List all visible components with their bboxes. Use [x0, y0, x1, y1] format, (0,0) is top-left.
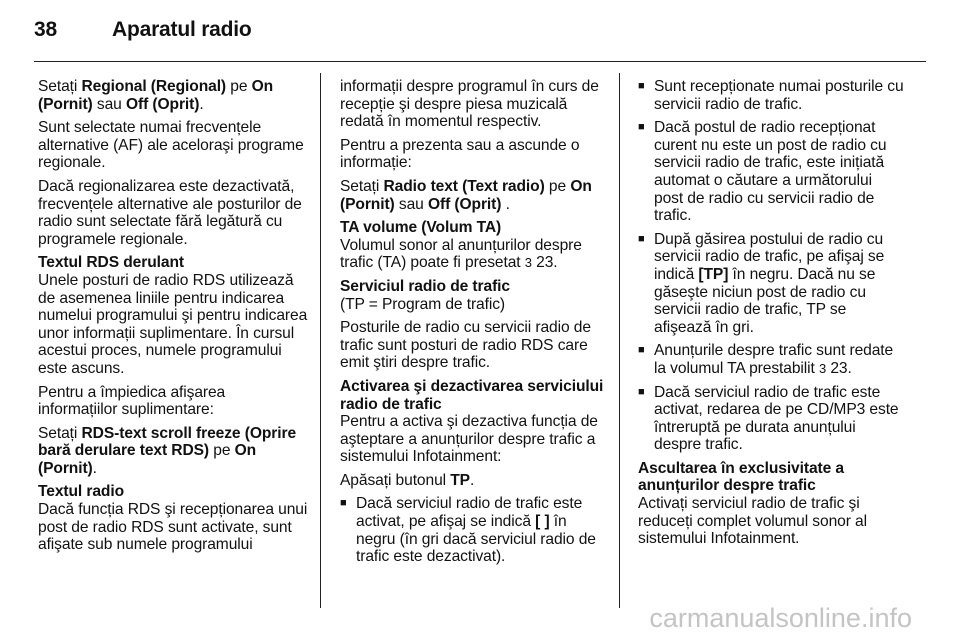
- section: [638, 460, 904, 548]
- paragraph: Pentru a împiedica afişarea informațiilor suplimentare:: [38, 383, 226, 419]
- list-item: [340, 495, 610, 565]
- paragraph: [38, 78, 308, 113]
- menu-term: Radio text (Text radio): [383, 177, 545, 195]
- text: pe: [544, 177, 571, 195]
- section-heading: Activarea şi dezactivarea serviciului radio de trafic: [340, 377, 604, 413]
- menu-term: Regional (Regional): [81, 78, 227, 95]
- text: Setați: [38, 78, 82, 95]
- page-ref-icon: 3: [524, 255, 532, 271]
- menu-term: Off (Oprit): [125, 95, 200, 113]
- text: pe: [226, 78, 252, 95]
- column-1: [38, 78, 308, 560]
- text: sau: [92, 95, 126, 113]
- menu-term: RDS-text scroll freeze (Oprire bară derulare text RDS): [38, 424, 297, 460]
- text: Apăsați butonul: [340, 471, 451, 489]
- text: Volumul sonor al anunțurilor despre trafic (TA) poate fi presetat: [340, 236, 582, 272]
- text: După găsirea postului de radio cu servicii radio de trafic, pe afişaj se indică: [654, 230, 885, 283]
- list-item: ■ Sunt recepționate numai posturile cu servicii radio de trafic.: [638, 78, 904, 113]
- text: în negru. Dacă nu se găseşte niciun post de radio cu servicii radio de trafic, TP se afişează în gri.: [654, 265, 876, 336]
- paragraph: [340, 178, 610, 213]
- page-header: [34, 18, 252, 42]
- display-term: [ ]: [535, 513, 550, 531]
- header-rule: [34, 61, 926, 62]
- paragraph: Pentru a activa şi dezactiva funcția de aşteptare a anunțurilor despre trafic a sistemului Infotainment:: [340, 413, 598, 466]
- section: [38, 254, 308, 377]
- paragraph: Unele posturi de radio RDS utilizează de asemenea liniile pentru indicarea numelui programului şi pentru indicarea unor informații suplimentare. În cursul acestui proces, numele programului este ascuns.: [38, 271, 308, 377]
- section: [340, 278, 610, 313]
- menu-term: Off (Oprit): [427, 195, 502, 213]
- section-heading: TA volume (Volum TA): [340, 219, 502, 237]
- paragraph: Pentru a prezenta sau a ascunde o informație:: [340, 136, 580, 172]
- text: .: [92, 459, 97, 477]
- menu-term: On (Pornit): [340, 177, 592, 213]
- page-ref: 23.: [531, 254, 558, 272]
- text: .: [469, 471, 475, 489]
- text: sau: [394, 195, 428, 213]
- menu-term: On (Pornit): [38, 442, 257, 477]
- column-divider: [619, 73, 620, 608]
- text: pe: [209, 442, 235, 460]
- menu-term: On (Pornit): [38, 78, 274, 113]
- paragraph: [340, 472, 610, 490]
- display-term: [TP]: [698, 265, 729, 283]
- watermark: carmanualsonline.info: [649, 603, 912, 633]
- section-heading: Ascultarea în exclusivitate a anunțurilor despre trafic: [638, 459, 844, 495]
- page-number: 38: [34, 18, 57, 41]
- paragraph: [38, 425, 308, 478]
- page-ref-icon: 3: [818, 360, 827, 376]
- paragraph: (TP = Program de trafic): [340, 295, 505, 313]
- text: .: [501, 195, 510, 213]
- text: Setați: [38, 424, 82, 442]
- column-3: [638, 78, 904, 554]
- list-item: ■ Dacă postul de radio recepționat curent nu este un post de radio cu servicii radio de trafic, este inițiată automat o căutare a următorului post de radio cu servicii radio de trafic.: [638, 119, 904, 225]
- list-item: [638, 231, 904, 337]
- page-title: Aparatul radio: [112, 18, 252, 41]
- page-ref: 23.: [826, 359, 852, 377]
- paragraph: [340, 237, 610, 272]
- paragraph: informații despre programul în curs de recepție şi despre piesa muzicală redată în momentul respectiv.: [340, 78, 599, 131]
- section-heading: Serviciul radio de trafic: [340, 277, 510, 295]
- text: în negru (în gri dacă serviciul radio de trafic este dezactivat).: [356, 513, 596, 566]
- paragraph: Sunt selectate numai frecvențele alternative (AF) ale aceloraşi programe regionale.: [38, 119, 304, 172]
- button-term: TP: [450, 471, 470, 489]
- paragraph: Activați serviciul radio de trafic şi reduceți complet volumul sonor al sistemului Infotainment.: [638, 495, 867, 548]
- section-heading: Textul RDS derulant: [38, 254, 184, 272]
- section: [340, 219, 610, 272]
- list-item: ■ Dacă serviciul radio de trafic este activat, redarea de pe CD/MP3 este întreruptă pe durata anunțului despre trafic.: [638, 384, 904, 454]
- text: Dacă serviciul radio de trafic este activat, pe afişaj se indică: [356, 495, 583, 531]
- list-item: [638, 342, 904, 377]
- paragraph: Posturile de radio cu servicii radio de trafic sunt posturi de radio RDS care emit ştiri despre trafic.: [340, 319, 591, 372]
- column-divider: [320, 73, 321, 608]
- text: .: [199, 95, 204, 113]
- column-2: [340, 78, 610, 572]
- text: Anunțurile despre trafic sunt redate la volumul TA prestabilit: [654, 342, 894, 377]
- bullet-list: [340, 495, 610, 565]
- section-heading: Textul radio: [38, 483, 125, 501]
- text: Setați: [340, 177, 384, 195]
- section: [340, 378, 610, 466]
- bullet-list: [638, 78, 904, 454]
- paragraph: Dacă funcția RDS şi recepționarea unui post de radio RDS sunt activate, sunt afişate sub numele programului: [38, 501, 308, 554]
- section: [38, 483, 308, 553]
- paragraph: Dacă regionalizarea este dezactivată, frecvențele alternative ale posturilor de radio sunt selectate fără legătură cu programele regionale.: [38, 177, 302, 248]
